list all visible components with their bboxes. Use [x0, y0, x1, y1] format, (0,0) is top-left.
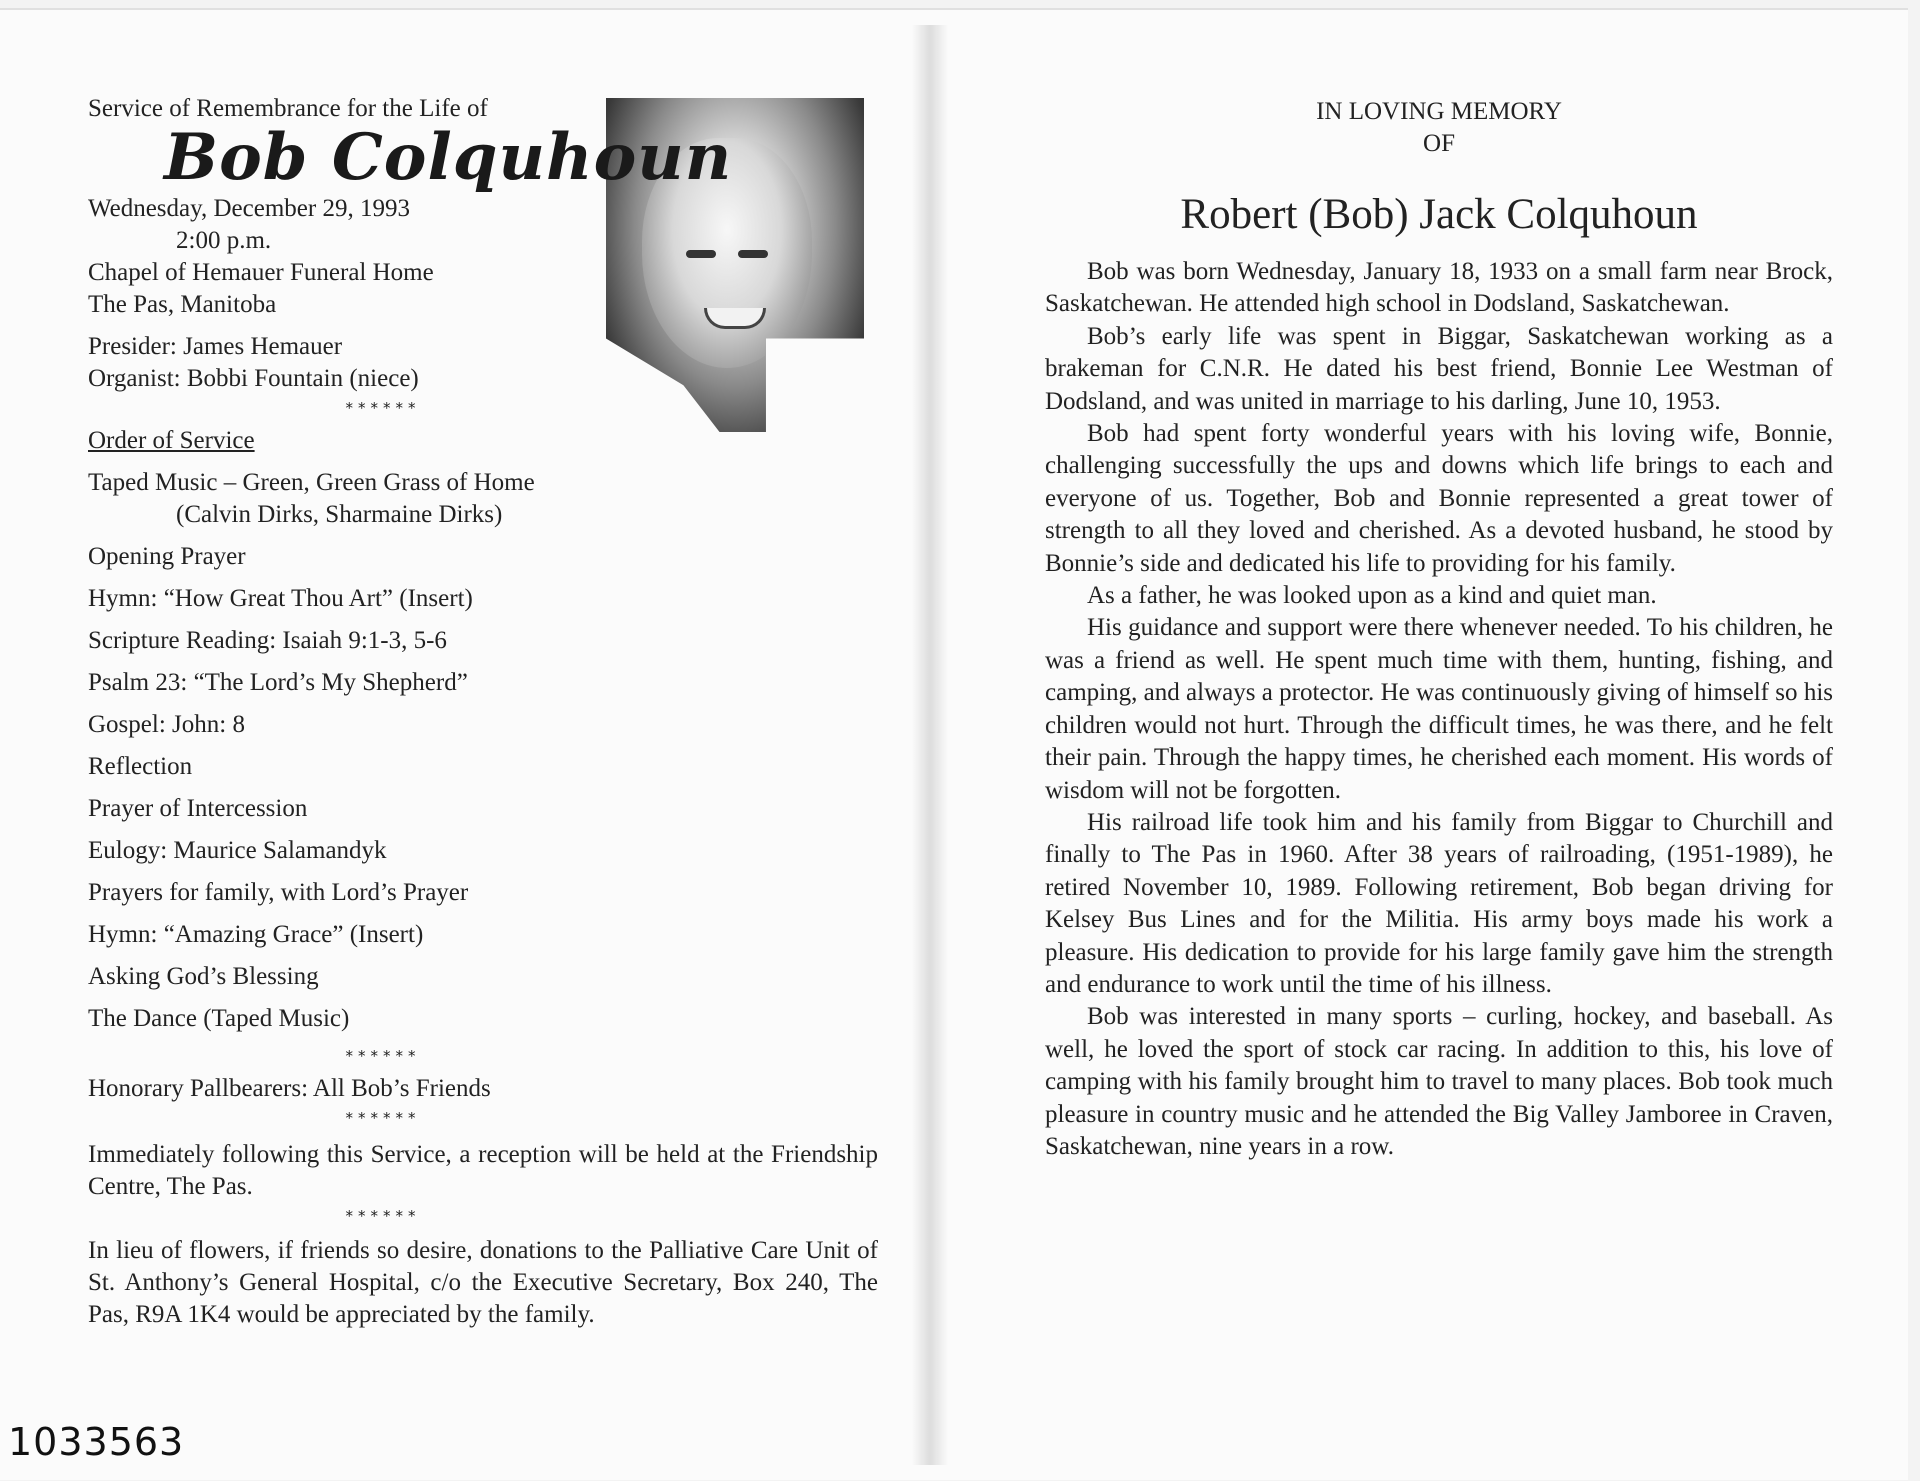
memory-heading-line1: IN LOVING MEMORY	[1316, 98, 1562, 125]
order-item: Opening Prayer	[88, 543, 246, 570]
order-item: Scripture Reading: Isaiah 9:1-3, 5-6	[88, 627, 447, 654]
memory-heading-line2: OF	[1423, 130, 1455, 157]
presider: Presider: James Hemauer	[88, 333, 343, 360]
bio-paragraph: As a father, he was looked upon as a kind and quiet man.	[1087, 582, 1657, 610]
service-time: 2:00 p.m.	[176, 227, 272, 254]
center-fold	[912, 25, 948, 1465]
service-venue: Chapel of Hemauer Funeral Home	[88, 259, 434, 286]
service-of-text: Service of Remembrance for the Life of	[88, 95, 488, 122]
order-item: Reflection	[88, 753, 193, 780]
memorial-tribute	[1045, 96, 1833, 1163]
service-date: Wednesday, December 29, 1993	[88, 195, 410, 222]
separator: ******	[345, 1207, 421, 1225]
donations-notice: In lieu of flowers, if friends so desire, donations to the Palliative Care Unit of St. Anthony’s General Hospital, c/o the Executive Secretary, Box 240, The Pas, R9A 1K4 would be appreciated by the family.	[88, 1237, 878, 1328]
separator: ******	[345, 1109, 421, 1127]
bio-paragraph: His railroad life took him and his family from Biggar to Churchill and finally to The Pas in 1960. After 38 years of railroading, (1951-1989), he retired November 10, 1989. Following retirement, Bob began driving for Kelsey Bus Lines and for the Militia. His army boys made his work a pleasure. His dedication to provide for his large family gave him the strength and endurance to work until the time of his illness.	[1045, 808, 1833, 998]
order-item-taped-music: Taped Music – Green, Green Grass of Home	[88, 469, 535, 496]
order-item: Prayers for family, with Lord’s Prayer	[88, 879, 469, 906]
reception-notice: Immediately following this Service, a reception will be held at the Friendship Centre, The Pas.	[88, 1141, 878, 1200]
order-item: Hymn: “Amazing Grace” (Insert)	[88, 921, 424, 948]
service-location: The Pas, Manitoba	[88, 291, 277, 318]
bio-paragraph: Bob had spent forty wonderful years with his loving wife, Bonnie, challenging successfully the ups and downs which life brings to each and everyone of us. Together, Bob and Bonnie represented a great tower of strength to all they loved and cherished. As a devoted husband, he stood by Bonnie’s side and dedicated his life to providing for his family.	[1045, 420, 1833, 577]
honorary-pallbearers: Honorary Pallbearers: All Bob’s Friends	[88, 1075, 491, 1102]
bio-paragraph: Bob was born Wednesday, January 18, 1933 on a small farm near Brock, Saskatchewan. He attended high school in Dodsland, Saskatchewan.	[1045, 258, 1833, 318]
biography	[1045, 256, 1833, 1163]
separator: ******	[345, 399, 421, 417]
order-of-service-title: Order of Service	[88, 427, 255, 454]
service-program	[88, 92, 878, 1331]
reference-id: 1033563	[8, 1420, 185, 1464]
order-item-taped-music-performers: (Calvin Dirks, Sharmaine Dirks)	[176, 501, 503, 528]
organist: Organist: Bobbi Fountain (niece)	[88, 365, 419, 392]
order-item: Prayer of Intercession	[88, 795, 308, 822]
bio-paragraph: Bob was interested in many sports – curling, hockey, and baseball. As well, he loved the sport of stock car racing. In addition to this, his love of camping with his family brought him to travel to many places. Bob took much pleasure in country music and he attended the Big Valley Jamboree in Craven, Saskatchewan, nine years in a row.	[1045, 1003, 1833, 1160]
bio-paragraph: His guidance and support were there whenever needed. To his children, he was a friend as well. He spent much time with them, hunting, fishing, and camping, and always a protector. He was continuously giving of himself so his children would not hurt. Through the difficult times, he was there, and he felt their pain. Through the happy times, he cherished each moment. His words of wisdom will not be forgotten.	[1045, 614, 1833, 804]
full-name-heading: Robert (Bob) Jack Colquhoun	[1180, 191, 1698, 238]
order-item: Hymn: “How Great Thou Art” (Insert)	[88, 585, 473, 612]
order-item: Gospel: John: 8	[88, 711, 245, 738]
order-item: Eulogy: Maurice Salamandyk	[88, 837, 387, 864]
script-name: Bob Colquhoun	[164, 120, 733, 195]
separator: ******	[345, 1047, 421, 1065]
order-item: The Dance (Taped Music)	[88, 1005, 350, 1032]
order-item: Asking God’s Blessing	[88, 963, 319, 990]
bio-paragraph: Bob’s early life was spent in Biggar, Saskatchewan working as a brakeman for C.N.R. He dated his best friend, Bonnie Lee Westman of Dodsland, and was united in marriage to his darling, June 10, 1953.	[1045, 322, 1833, 415]
order-item: Psalm 23: “The Lord’s My Shepherd”	[88, 669, 468, 696]
